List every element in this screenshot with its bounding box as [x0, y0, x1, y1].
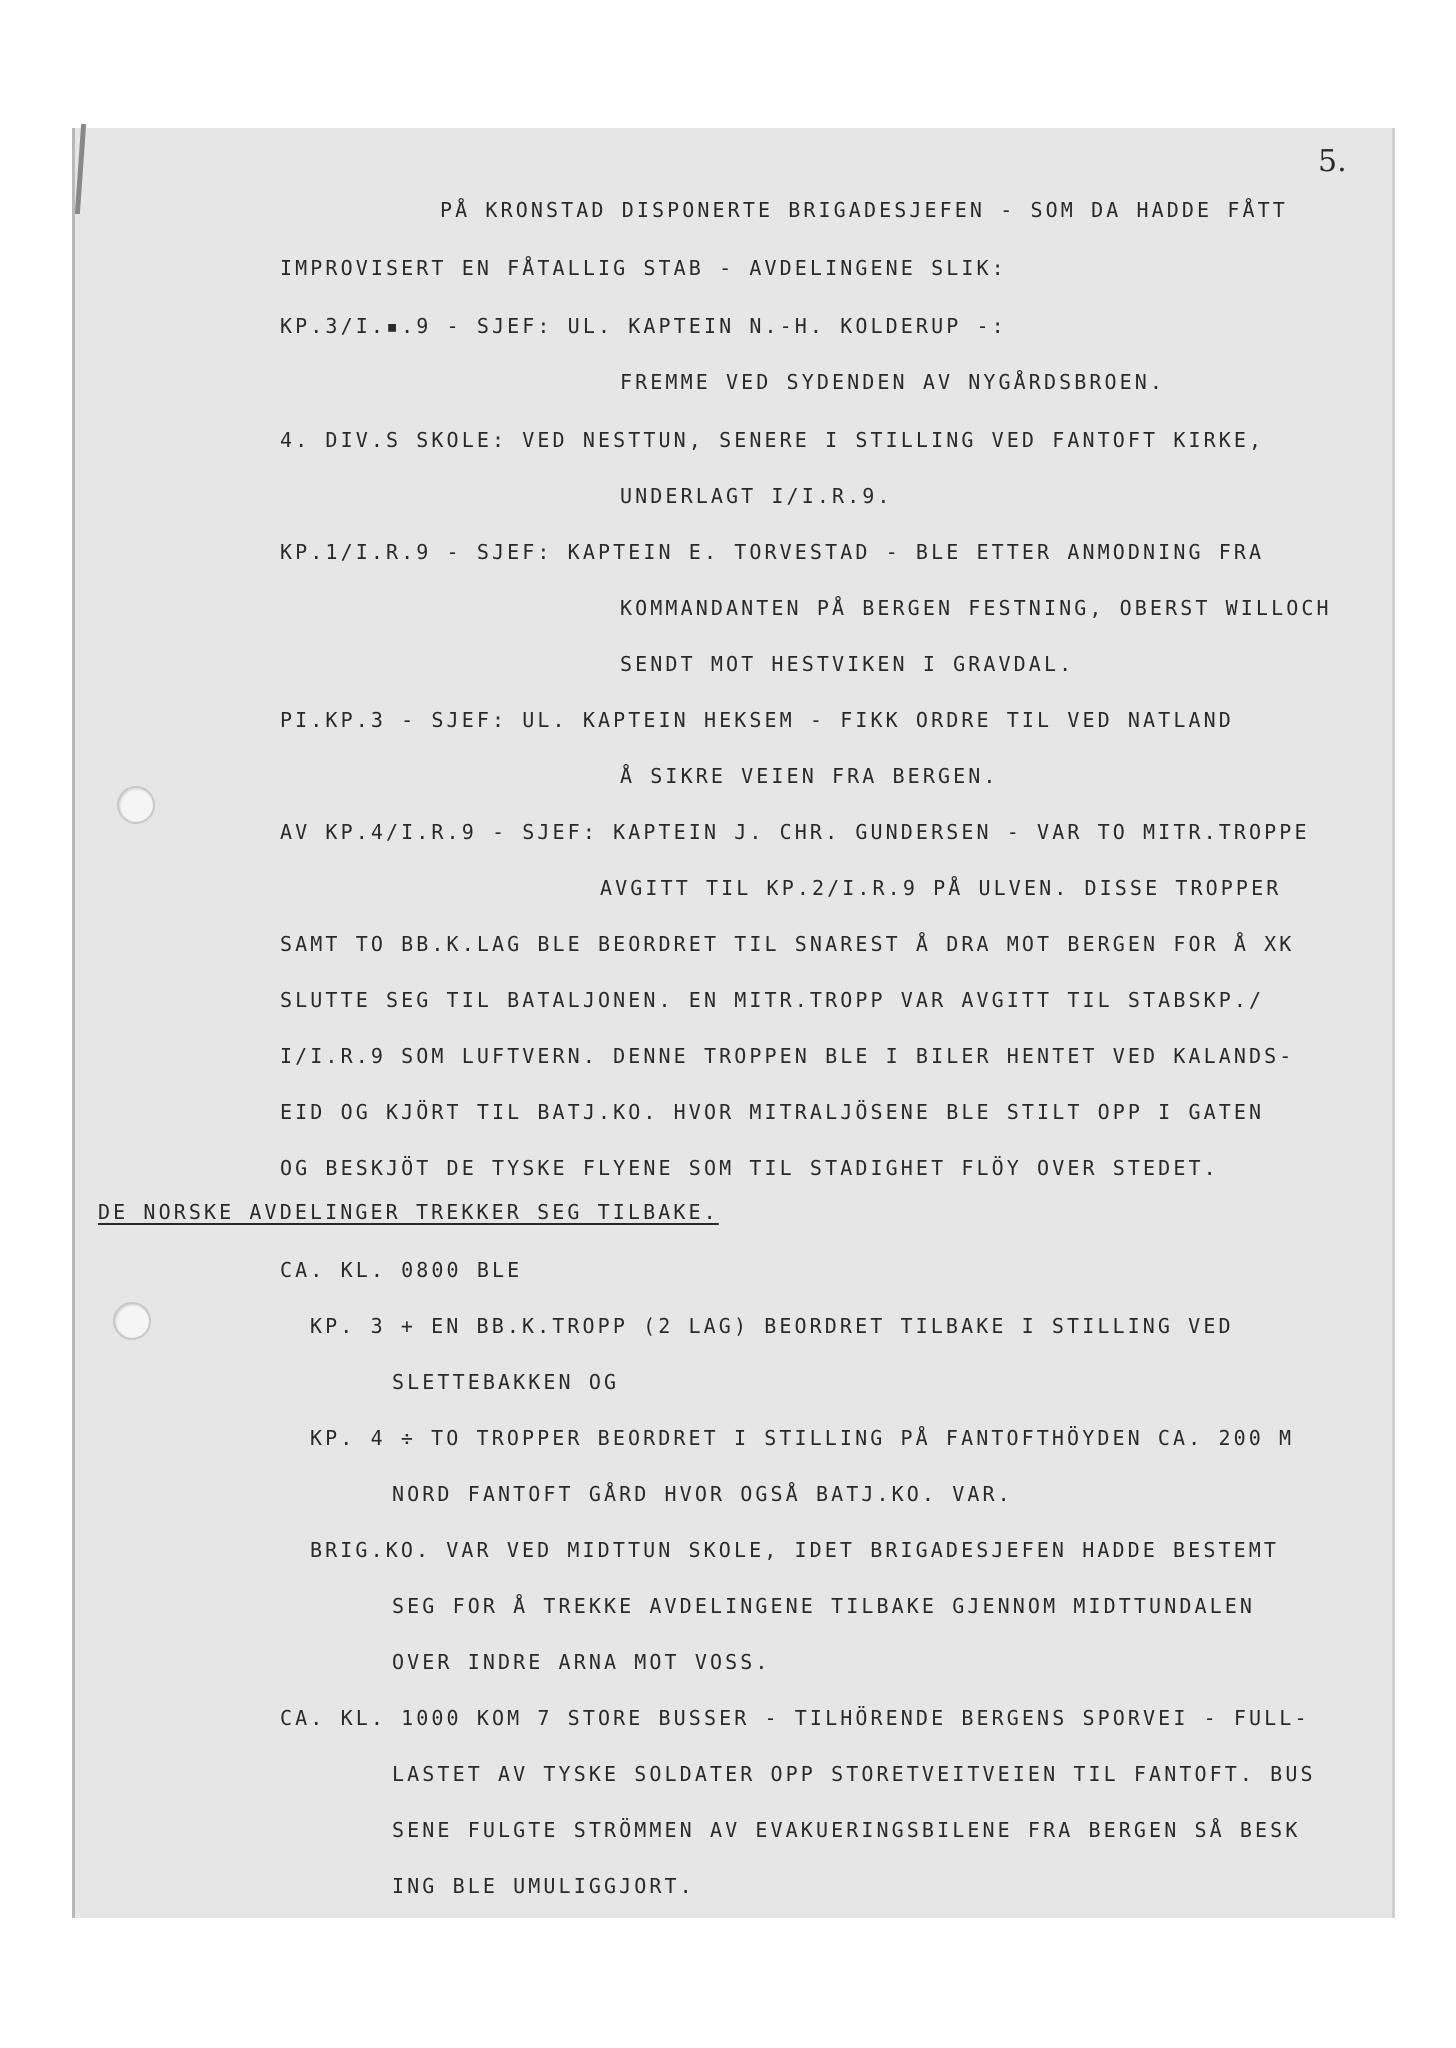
- text-line: KP.3/I.▪.9 - SJEF: UL. KAPTEIN N.-H. KOLDERUP -:: [280, 314, 1007, 338]
- text-line: UNDERLAGT I/I.R.9.: [620, 484, 893, 508]
- page-number: 5.: [1318, 144, 1347, 179]
- text-line: KP. 3 + EN BB.K.TROPP (2 LAG) BEORDRET TILBAKE I STILLING VED: [310, 1314, 1234, 1338]
- text-line: OG BESKJÖT DE TYSKE FLYENE SOM TIL STADIGHET FLÖY OVER STEDET.: [280, 1156, 1219, 1180]
- text-line: FREMME VED SYDENDEN AV NYGÅRDSBROEN.: [620, 370, 1166, 394]
- text-line: SENDT MOT HESTVIKEN I GRAVDAL.: [620, 652, 1075, 676]
- text-line: 4. DIV.S SKOLE: VED NESTTUN, SENERE I STILLING VED FANTOFT KIRKE,: [280, 428, 1265, 452]
- text-line: IMPROVISERT EN FÅTALLIG STAB - AVDELINGENE SLIK:: [280, 256, 1007, 280]
- text-line: SEG FOR Å TREKKE AVDELINGENE TILBAKE GJENNOM MIDTTUNDALEN: [392, 1594, 1256, 1618]
- punch-hole-icon: [117, 786, 155, 824]
- text-line: KOMMANDANTEN PÅ BERGEN FESTNING, OBERST WILLOCH: [620, 596, 1332, 620]
- text-line: ING BLE UMULIGGJORT.: [392, 1874, 695, 1898]
- text-line: PÅ KRONSTAD DISPONERTE BRIGADESJEFEN - SOM DA HADDE FÅTT: [440, 198, 1288, 222]
- text-line: Å SIKRE VEIEN FRA BERGEN.: [620, 764, 999, 788]
- text-line: CA. KL. 0800 BLE: [280, 1258, 523, 1282]
- text-line: CA. KL. 1000 KOM 7 STORE BUSSER - TILHÖRENDE BERGENS SPORVEI - FULL-: [280, 1706, 1310, 1730]
- text-line: NORD FANTOFT GÅRD HVOR OGSÅ BATJ.KO. VAR.: [392, 1482, 1013, 1506]
- text-line: SENE FULGTE STRÖMMEN AV EVAKUERINGSBILENE FRA BERGEN SÅ BESK: [392, 1818, 1301, 1842]
- text-line: EID OG KJÖRT TIL BATJ.KO. HVOR MITRALJÖSENE BLE STILT OPP I GATEN: [280, 1100, 1265, 1124]
- text-line: KP.1/I.R.9 - SJEF: KAPTEIN E. TORVESTAD - BLE ETTER ANMODNING FRA: [280, 540, 1265, 564]
- text-line: AV KP.4/I.R.9 - SJEF: KAPTEIN J. CHR. GUNDERSEN - VAR TO MITR.TROPPE: [280, 820, 1310, 844]
- text-line: KP. 4 ÷ TO TROPPER BEORDRET I STILLING PÅ FANTOFTHÖYDEN CA. 200 M: [310, 1426, 1295, 1450]
- text-line: I/I.R.9 SOM LUFTVERN. DENNE TROPPEN BLE I BILER HENTET VED KALANDS-: [280, 1044, 1295, 1068]
- punch-hole-icon: [113, 1302, 151, 1340]
- text-line: OVER INDRE ARNA MOT VOSS.: [392, 1650, 771, 1674]
- text-line: SLETTEBAKKEN OG: [392, 1370, 620, 1394]
- sheet-edge: [1392, 128, 1395, 1918]
- text-line: AVGITT TIL KP.2/I.R.9 PÅ ULVEN. DISSE TROPPER: [600, 876, 1282, 900]
- text-line: BRIG.KO. VAR VED MIDTTUN SKOLE, IDET BRIGADESJEFEN HADDE BESTEMT: [310, 1538, 1280, 1562]
- text-line: SLUTTE SEG TIL BATALJONEN. EN MITR.TROPP VAR AVGITT TIL STABSKP./: [280, 988, 1265, 1012]
- text-line: SAMT TO BB.K.LAG BLE BEORDRET TIL SNAREST Å DRA MOT BERGEN FOR Å XK: [280, 932, 1295, 956]
- text-line: PI.KP.3 - SJEF: UL. KAPTEIN HEKSEM - FIKK ORDRE TIL VED NATLAND: [280, 708, 1234, 732]
- section-heading: DE NORSKE AVDELINGER TREKKER SEG TILBAKE.: [98, 1200, 719, 1224]
- text-line: LASTET AV TYSKE SOLDATER OPP STORETVEITVEIEN TIL FANTOFT. BUS: [392, 1762, 1316, 1786]
